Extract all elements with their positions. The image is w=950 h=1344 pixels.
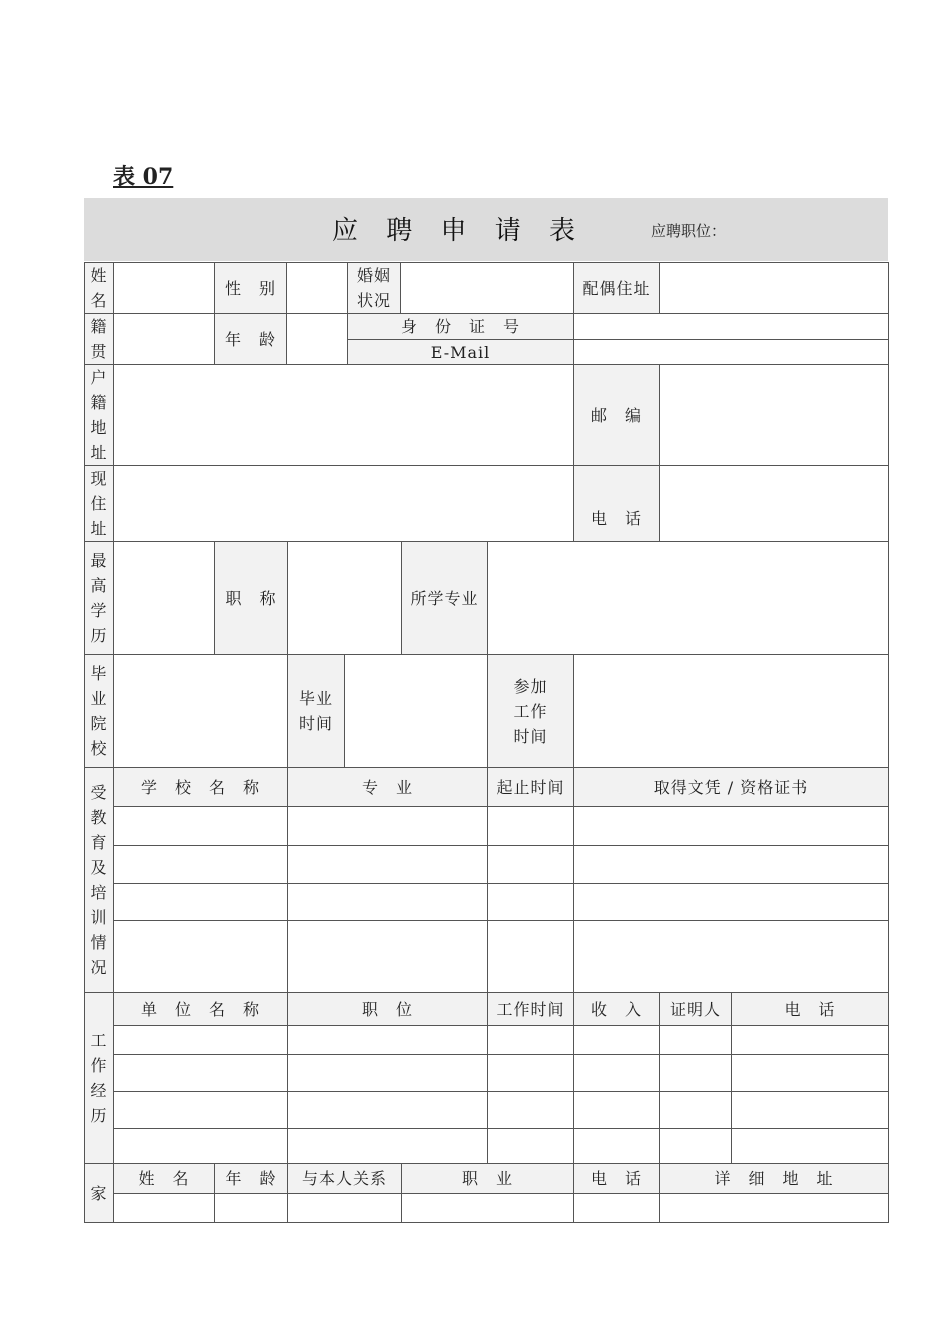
education-cell[interactable] [573,806,889,846]
work-header: 收 入 [573,992,660,1026]
education-cell[interactable] [573,845,889,884]
household-address-label: 户 籍 地 址 [84,364,114,466]
family-header: 详 细 地 址 [659,1163,889,1194]
form-title: 应 聘 申 请 表 [332,216,586,246]
highest-education-input[interactable] [113,541,215,655]
work-cell[interactable] [573,1128,660,1164]
work-header: 单 位 名 称 [113,992,288,1026]
education-training-label: 受 教 育 及 培 训 情 况 [84,767,114,993]
native-place-label: 籍 贯 [84,313,114,365]
family-cell[interactable] [401,1193,574,1223]
work-header: 证明人 [659,992,732,1026]
spouse-address-label: 配偶住址 [573,262,660,314]
job-title-label: 职 称 [214,541,288,655]
family-header: 职 业 [401,1163,574,1194]
graduated-school-label: 毕 业 院 校 [84,654,114,768]
education-cell[interactable] [287,845,488,884]
work-cell[interactable] [731,1025,889,1055]
spouse-address-input[interactable] [659,262,889,314]
work-start-time-input[interactable] [573,654,889,768]
gender-input[interactable] [286,262,348,314]
work-cell[interactable] [731,1091,889,1129]
age-input[interactable] [286,313,348,365]
phone-input[interactable] [659,465,889,542]
education-header: 取得文凭 / 资格证书 [573,767,889,807]
current-address-input[interactable] [113,465,574,542]
work-cell[interactable] [113,1091,288,1129]
work-start-time-label: 参加 工作 时间 [487,654,574,768]
id-number-label: 身 份 证 号 [347,313,574,340]
native-place-input[interactable] [113,313,215,365]
postcode-label: 邮 编 [573,364,660,466]
education-cell[interactable] [573,920,889,993]
highest-education-label: 最 高 学 历 [84,541,114,655]
education-cell[interactable] [287,920,488,993]
education-header: 专 业 [287,767,488,807]
education-cell[interactable] [287,883,488,921]
major-input[interactable] [487,541,889,655]
graduated-school-input[interactable] [113,654,288,768]
email-input[interactable] [573,339,889,365]
work-header: 工作时间 [487,992,574,1026]
education-header: 学 校 名 称 [113,767,288,807]
family-cell[interactable] [573,1193,660,1223]
postcode-input[interactable] [659,364,889,466]
name-label: 姓 名 [84,262,114,314]
work-cell[interactable] [487,1025,574,1055]
education-cell[interactable] [113,883,288,921]
family-cell[interactable] [214,1193,288,1223]
id-number-input[interactable] [573,313,889,340]
position-applied-label: 应聘职位： [651,222,727,240]
current-address-label: 现 住 址 [84,465,114,542]
family-cell[interactable] [113,1193,215,1223]
education-cell[interactable] [573,883,889,921]
graduation-time-input[interactable] [344,654,488,768]
job-title-input[interactable] [287,541,402,655]
work-cell[interactable] [287,1025,488,1055]
work-cell[interactable] [113,1025,288,1055]
family-cell[interactable] [659,1193,889,1223]
family-header: 电 话 [573,1163,660,1194]
work-cell[interactable] [659,1128,732,1164]
family-label: 家 [84,1163,114,1223]
email-label: E-Mail [347,339,574,365]
gender-label: 性 别 [214,262,287,314]
work-cell[interactable] [287,1054,488,1092]
work-cell[interactable] [287,1128,488,1164]
family-header: 与本人关系 [287,1163,402,1194]
education-cell[interactable] [487,883,574,921]
household-address-input[interactable] [113,364,574,466]
page-label: 表 07 [113,164,174,190]
work-experience-label: 工 作 经 历 [84,992,114,1164]
work-cell[interactable] [731,1054,889,1092]
work-cell[interactable] [287,1091,488,1129]
work-cell[interactable] [113,1128,288,1164]
graduation-time-label: 毕业 时间 [287,654,345,768]
work-cell[interactable] [487,1091,574,1129]
education-cell[interactable] [113,845,288,884]
marital-status-input[interactable] [400,262,574,314]
education-cell[interactable] [287,806,488,846]
work-cell[interactable] [659,1025,732,1055]
work-header: 电 话 [731,992,889,1026]
name-input[interactable] [113,262,215,314]
work-cell[interactable] [731,1128,889,1164]
work-cell[interactable] [573,1091,660,1129]
family-header: 年 龄 [214,1163,288,1194]
work-cell[interactable] [573,1025,660,1055]
education-header: 起止时间 [487,767,574,807]
work-header: 职 位 [287,992,488,1026]
work-cell[interactable] [573,1054,660,1092]
education-cell[interactable] [487,806,574,846]
work-cell[interactable] [487,1128,574,1164]
marital-status-label: 婚姻 状况 [347,262,401,314]
education-cell[interactable] [113,806,288,846]
major-label: 所学专业 [401,541,488,655]
family-cell[interactable] [287,1193,402,1223]
age-label: 年 龄 [214,313,287,365]
work-cell[interactable] [659,1091,732,1129]
education-cell[interactable] [487,845,574,884]
work-cell[interactable] [487,1054,574,1092]
family-header: 姓 名 [113,1163,215,1194]
work-cell[interactable] [659,1054,732,1092]
work-cell[interactable] [113,1054,288,1092]
phone-label: 电 话 [573,465,660,542]
education-cell[interactable] [113,920,288,993]
education-cell[interactable] [487,920,574,993]
